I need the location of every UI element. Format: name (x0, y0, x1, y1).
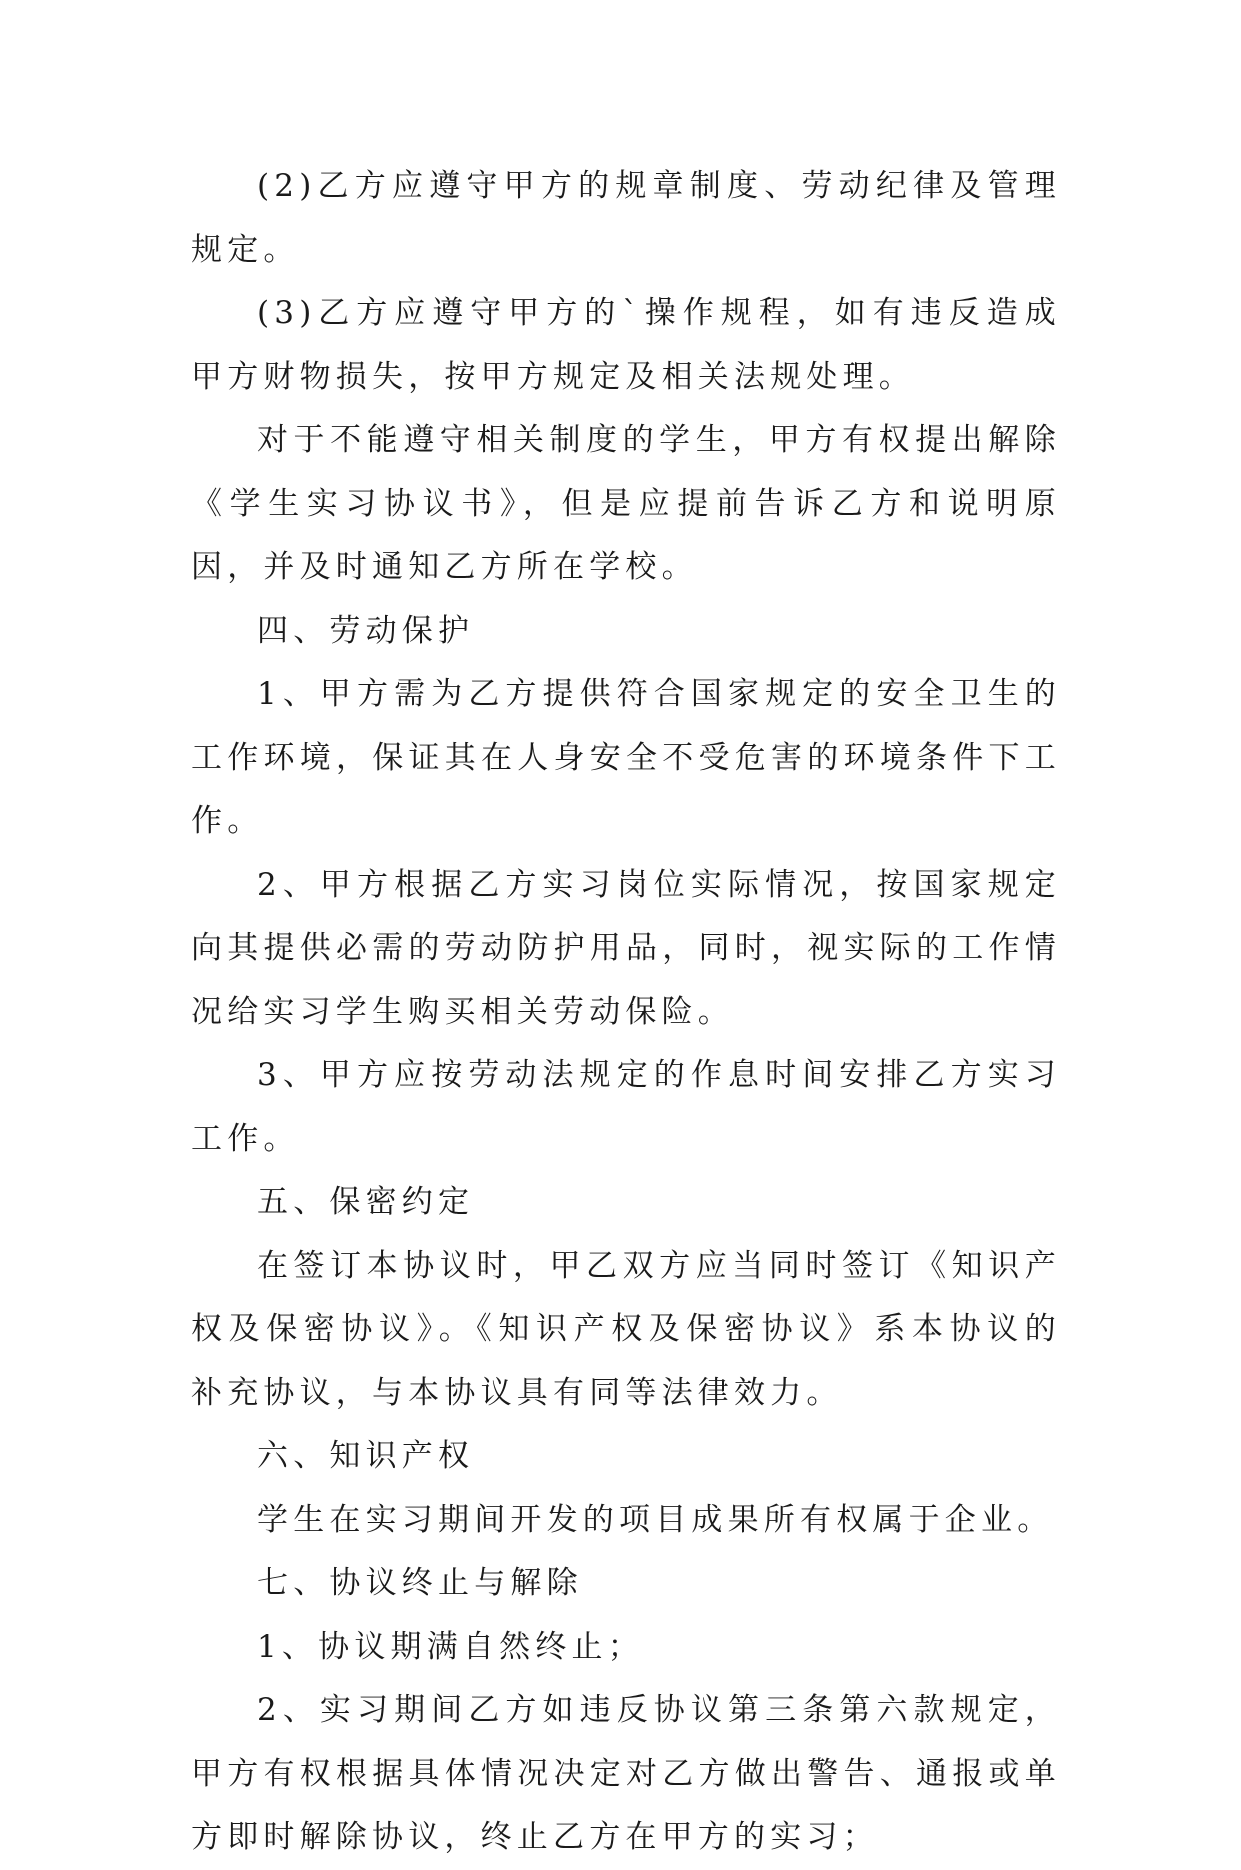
paragraph-rule-2: (2)乙方应遵守甲方的规章制度、劳动纪律及管理规定。 (191, 168, 1061, 268)
section-heading-termination: 七、协议终止与解除 (257, 1565, 583, 1601)
section-heading-confidentiality: 五、保密约定 (257, 1184, 475, 1220)
document-body (191, 155, 1061, 1870)
section-heading-intellectual-property: 六、知识产权 (257, 1438, 475, 1474)
paragraph-labor-1: 1、甲方需为乙方提供符合国家规定的安全卫生的工作环境，保证其在人身安全不受危害的环境条件下工作。 (191, 676, 1061, 839)
paragraph-termination-1: 1、协议期满自然终止； (257, 1628, 644, 1665)
paragraph-termination-2: 2、实习期间乙方如违反协议第三条第六款规定，甲方有权根据具体情况决定对乙方做出警告、通报或单方即时解除协议，终止乙方在甲方的实习； (191, 1692, 1061, 1855)
paragraph-labor-3: 3、甲方应按劳动法规定的作息时间安排乙方实习工作。 (191, 1057, 1061, 1157)
paragraph-intellectual-property: 学生在实习期间开发的项目成果所有权属于企业。 (257, 1501, 1054, 1538)
paragraph-rule-3: (3)乙方应遵守甲方的`操作规程，如有违反造成甲方财物损失，按甲方规定及相关法规处理。 (191, 295, 1061, 395)
section-heading-labor-protection: 四、劳动保护 (257, 612, 475, 649)
paragraph-termination-note: 对于不能遵守相关制度的学生，甲方有权提出解除《学生实习协议书》，但是应提前告诉乙方和说明原因，并及时通知乙方所在学校。 (191, 422, 1061, 585)
paragraph-confidentiality: 在签订本协议时，甲乙双方应当同时签订《知识产权及保密协议》。《知识产权及保密协议》系本协议的补充协议，与本协议具有同等法律效力。 (191, 1247, 1061, 1411)
paragraph-labor-2: 2、甲方根据乙方实习岗位实际情况，按国家规定向其提供必需的劳动防护用品，同时，视实际的工作情况给实习学生购买相关劳动保险。 (191, 866, 1061, 1030)
